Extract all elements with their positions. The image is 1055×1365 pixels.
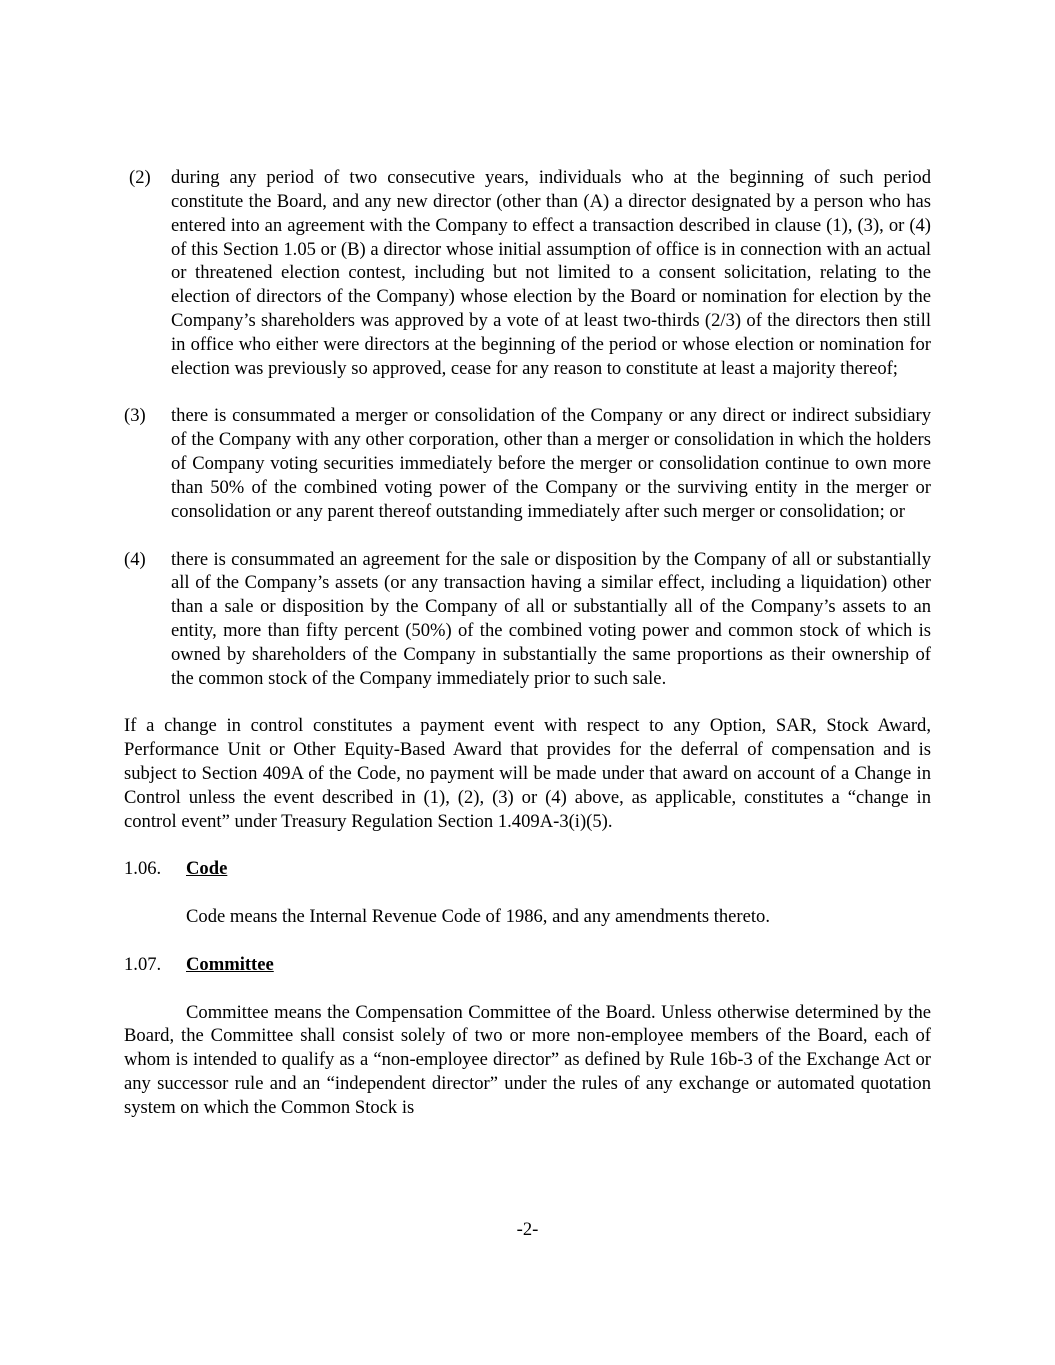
clause-number: (3) xyxy=(124,405,146,427)
change-in-control-paragraph: If a change in control constitutes a payment event with respect to any Option, SAR, Stock Award, Performance Unit or Other Equity-Based Award that provides for the deferral of compensation and is subject to Section 409A of the Code, no payment will be made under that award on account of a Change in Control unless the event described in (1), (2), (3) or (4) above, as applicable, constitutes a “change in control event” under Treasury Regulation Section 1.409A-3(i)(5). xyxy=(124,715,931,832)
clause-number: (4) xyxy=(124,548,146,570)
clause-2 xyxy=(124,166,931,381)
section-number: 1.07. xyxy=(124,953,162,975)
section-heading-committee xyxy=(124,953,931,977)
section-body-committee: Committee means the Compensation Committee of the Board. Unless otherwise determined by the Board, the Committee shall consist solely of two or more non-employee members of the Board, each of whom is intended to qualify as a “non-employee director” as defined by Rule 16b-3 of the Exchange Act or any successor rule and an “independent director” under the rules of any exchange or automated quotation system on which the Common Stock is xyxy=(124,1001,931,1118)
page-number: -2- xyxy=(516,1219,539,1240)
section-title: Code xyxy=(186,858,228,880)
section-number: 1.06. xyxy=(124,858,162,880)
clause-text: there is consummated an agreement for the sale or disposition by the Company of all or substantially all of the Company’s assets (or any transaction having a similar effect, including a liquidation) other than a sale or disposition by the Company of all or substantially all of the Company’s assets to an entity, more than fifty percent (50%) of the combined voting power and common stock of which is owned by shareholders of the Company in substantially the same proportions as their ownership of the common stock of the Company immediately prior to such sale. xyxy=(171,548,931,689)
section-title: Committee xyxy=(186,953,274,975)
clause-3 xyxy=(124,404,931,523)
clause-text: during any period of two consecutive years, individuals who at the beginning of such period constitute the Board, and any new director (other than (A) a director designated by a person who has entered into an agreement with the Company to effect a transaction described in clause (1), (3), or (4) of this Section 1.05 or (B) a director whose initial assumption of office is in connection with an actual or threatened election contest, including but not limited to a consent solicitation, relating to the election of directors of the Company) whose election by the Board or nomination for election by the Company’s shareholders was approved by a vote of at least two-thirds (2/3) of the directors then still in office who either were directors at the beginning of the period or whose election or nomination for election was previously so approved, cease for any reason to constitute at least a majority thereof; xyxy=(171,167,931,379)
clause-4 xyxy=(124,548,931,691)
section-body-code: Code means the Internal Revenue Code of 1986, and any amendments thereto. xyxy=(186,906,770,928)
clause-number: (2) xyxy=(129,167,151,188)
clause-text: there is consummated a merger or consolidation of the Company or any direct or indirect subsidiary of the Company with any other corporation, other than a merger or consolidation in which the holders of Company voting securities immediately before the merger or consolidation continue to own more than 50% of the combined voting power of the Company or the surviving entity in the merger or consolidation or any parent thereof outstanding immediately after such merger or consolidation; or xyxy=(171,405,931,522)
page-body xyxy=(124,166,931,1120)
section-heading-code xyxy=(124,857,931,881)
